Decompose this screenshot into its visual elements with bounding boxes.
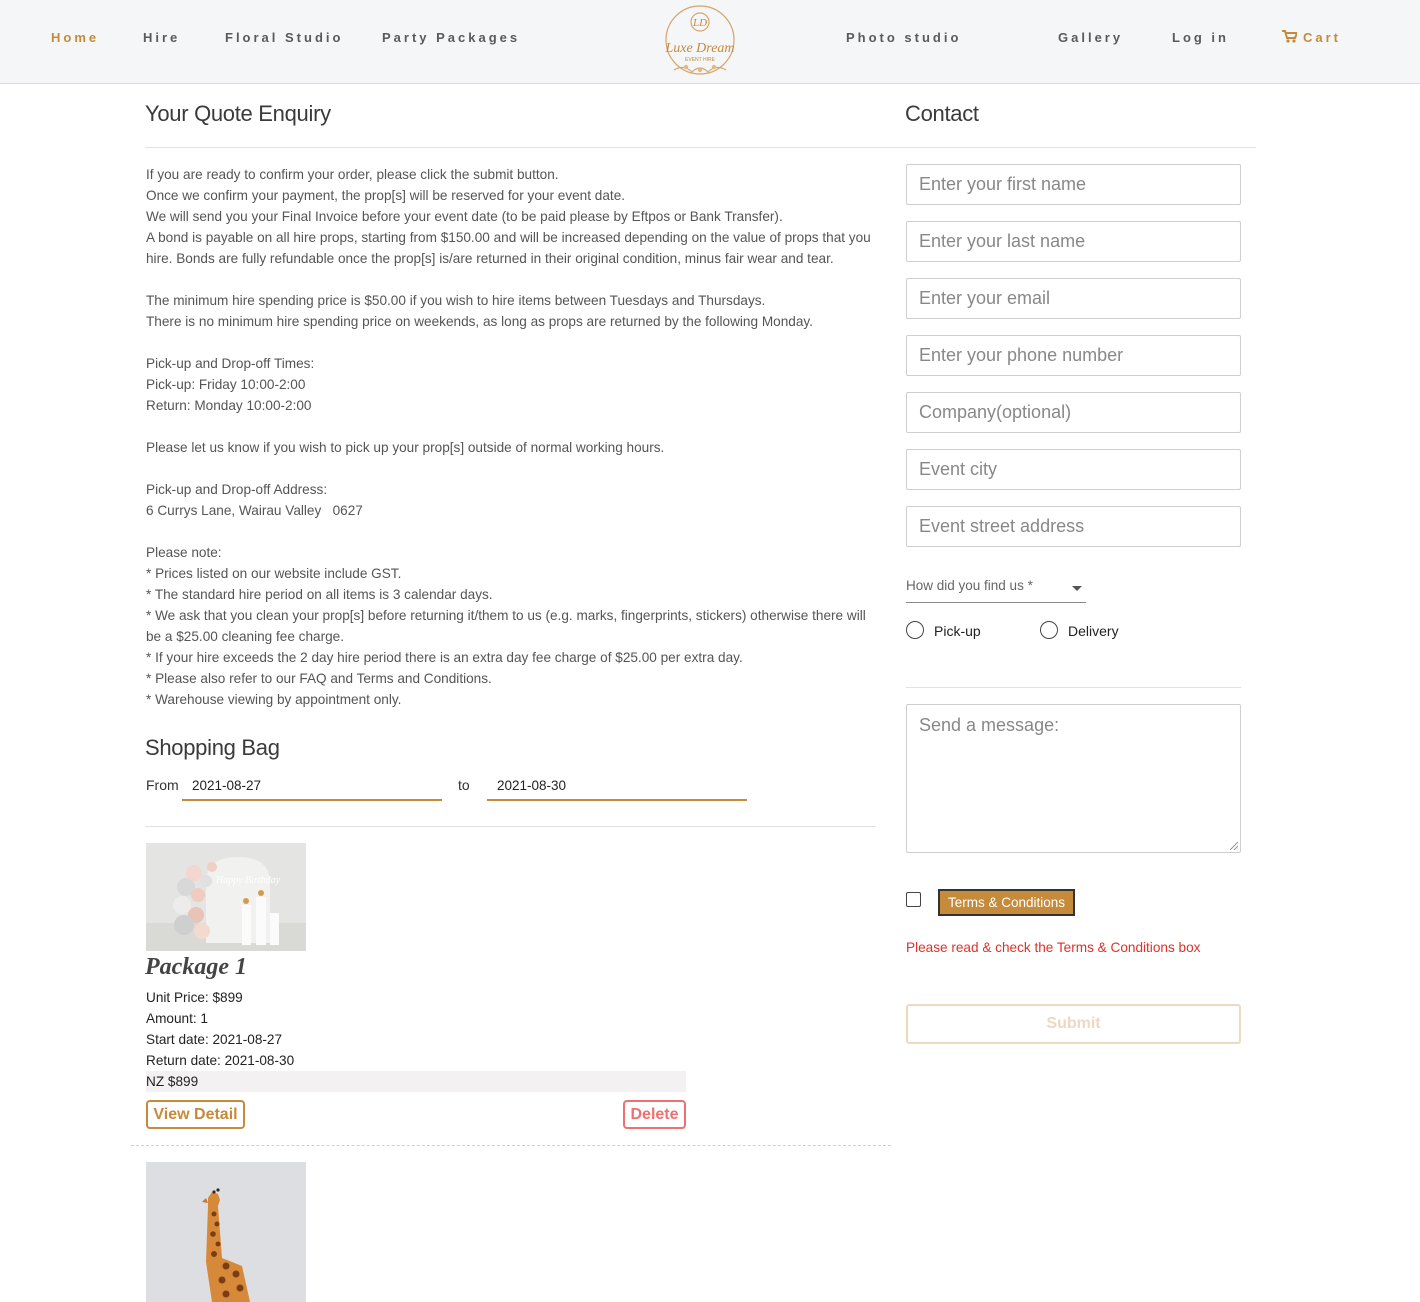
nav-log-in[interactable]: Log in xyxy=(1172,30,1229,45)
delete-button[interactable]: Delete xyxy=(623,1100,686,1129)
phone-field[interactable]: Enter your phone number xyxy=(906,335,1241,376)
find-us-label: How did you find us * xyxy=(906,578,1033,593)
info-line: * Prices listed on our website include GST. xyxy=(146,566,402,581)
luxe-dream-logo[interactable] xyxy=(658,4,742,80)
message-textarea[interactable] xyxy=(906,704,1241,853)
package-1-image[interactable] xyxy=(146,843,306,951)
info-line: If you are ready to confirm your order, please click the submit button. xyxy=(146,167,559,182)
nav-hire[interactable]: Hire xyxy=(143,30,181,45)
item-separator xyxy=(131,1145,891,1146)
svg-text:EVENT HIRE: EVENT HIRE xyxy=(685,57,715,63)
terms-button[interactable]: Terms & Conditions xyxy=(938,889,1075,916)
info-line: The minimum hire spending price is $50.00 if you wish to hire items between Tuesdays and Thursdays. xyxy=(146,293,766,308)
info-line: Pick-up and Drop-off Address: xyxy=(146,482,328,497)
giraffe-prop-image[interactable] xyxy=(146,1162,306,1302)
info-line: Pick-up and Drop-off Times: xyxy=(146,356,315,371)
info-line: * If your hire exceeds the 2 day hire period there is an extra day fee charge of $25.00 per extra day. xyxy=(146,650,743,665)
info-line: Once we confirm your payment, the prop[s] will be reserved for your event date. xyxy=(146,188,626,203)
event-street-field[interactable]: Event street address xyxy=(906,506,1241,547)
terms-checkbox[interactable] xyxy=(906,892,921,907)
resize-grip-icon[interactable] xyxy=(1230,842,1238,850)
info-line: 6 Currys Lane, Wairau Valley 0627 xyxy=(146,503,363,518)
to-date-input[interactable]: 2021-08-30 xyxy=(487,777,747,801)
cart-label: Cart xyxy=(1303,30,1342,45)
info-line: * Please also refer to our FAQ and Terms and Conditions. xyxy=(146,671,492,686)
from-label: From xyxy=(146,777,179,793)
svg-text:LD: LD xyxy=(692,17,708,29)
info-line: Return: Monday 10:00-2:00 xyxy=(146,398,312,413)
header-divider xyxy=(145,147,1256,148)
item-total: NZ $899 xyxy=(146,1071,686,1092)
shopping-bag-title: Shopping Bag xyxy=(145,735,280,760)
nav-home[interactable]: Home xyxy=(51,30,100,45)
info-line: * Warehouse viewing by appointment only. xyxy=(146,692,402,707)
package-image-text: Happy Birthday xyxy=(215,875,281,886)
package-name: Package 1 xyxy=(145,954,247,980)
nav-gallery[interactable]: Gallery xyxy=(1058,30,1124,45)
pickup-radio[interactable] xyxy=(906,621,924,639)
terms-warning: Please read & check the Terms & Conditions box xyxy=(906,940,1201,955)
first-name-field[interactable]: Enter your first name xyxy=(906,164,1241,205)
unit-price: Unit Price: $899 xyxy=(146,990,243,1005)
submit-button[interactable]: Submit xyxy=(906,1004,1241,1044)
quote-info xyxy=(146,164,874,710)
start-date: Start date: 2021-08-27 xyxy=(146,1032,283,1047)
pickup-label: Pick-up xyxy=(934,623,981,639)
message-placeholder: Send a message: xyxy=(919,715,1060,735)
info-line: A bond is payable on all hire props, starting from $150.00 and will be increased depending on the value of props that you hire. Bonds are fully refundable once the prop[s] is/are returned in their original condition, minus fair wear and tear. xyxy=(146,230,871,266)
bag-divider xyxy=(145,826,876,827)
top-nav xyxy=(0,0,1420,84)
nav-floral-studio[interactable]: Floral Studio xyxy=(225,30,344,45)
info-line: There is no minimum hire spending price on weekends, as long as props are returned by the following Monday. xyxy=(146,314,813,329)
delivery-label: Delivery xyxy=(1068,623,1119,639)
contact-title: Contact xyxy=(905,101,979,126)
email-field[interactable]: Enter your email xyxy=(906,278,1241,319)
info-line: Please note: xyxy=(146,545,222,560)
info-line: Please let us know if you wish to pick up your prop[s] outside of normal working hours. xyxy=(146,440,665,455)
view-detail-button[interactable]: View Detail xyxy=(146,1100,245,1129)
nav-photo-studio[interactable]: Photo studio xyxy=(846,30,962,45)
company-field[interactable]: Company(optional) xyxy=(906,392,1241,433)
to-label: to xyxy=(458,777,470,793)
svg-text:Luxe Dream: Luxe Dream xyxy=(665,41,735,56)
cart-icon xyxy=(1282,30,1297,43)
quote-title: Your Quote Enquiry xyxy=(145,101,331,126)
return-date: Return date: 2021-08-30 xyxy=(146,1053,295,1068)
delivery-radio[interactable] xyxy=(1040,621,1058,639)
contact-divider xyxy=(906,687,1241,688)
last-name-field[interactable]: Enter your last name xyxy=(906,221,1241,262)
find-us-select[interactable] xyxy=(906,578,1086,603)
info-line: We will send you your Final Invoice before your event date (to be paid please by Eftpos or Bank Transfer). xyxy=(146,209,783,224)
info-line: * We ask that you clean your prop[s] before returning it/them to us (e.g. marks, fingerprints, stickers) otherwise there will be a $25.00 cleaning fee charge. xyxy=(146,608,866,644)
dropdown-arrow-icon xyxy=(1072,586,1082,591)
amount: Amount: 1 xyxy=(146,1011,208,1026)
info-line: Pick-up: Friday 10:00-2:00 xyxy=(146,377,306,392)
event-city-field[interactable]: Event city xyxy=(906,449,1241,490)
nav-cart[interactable] xyxy=(1282,30,1341,45)
from-date-input[interactable]: 2021-08-27 xyxy=(182,777,442,801)
nav-party-packages[interactable]: Party Packages xyxy=(382,30,521,45)
info-line: * The standard hire period on all items is 3 calendar days. xyxy=(146,587,493,602)
